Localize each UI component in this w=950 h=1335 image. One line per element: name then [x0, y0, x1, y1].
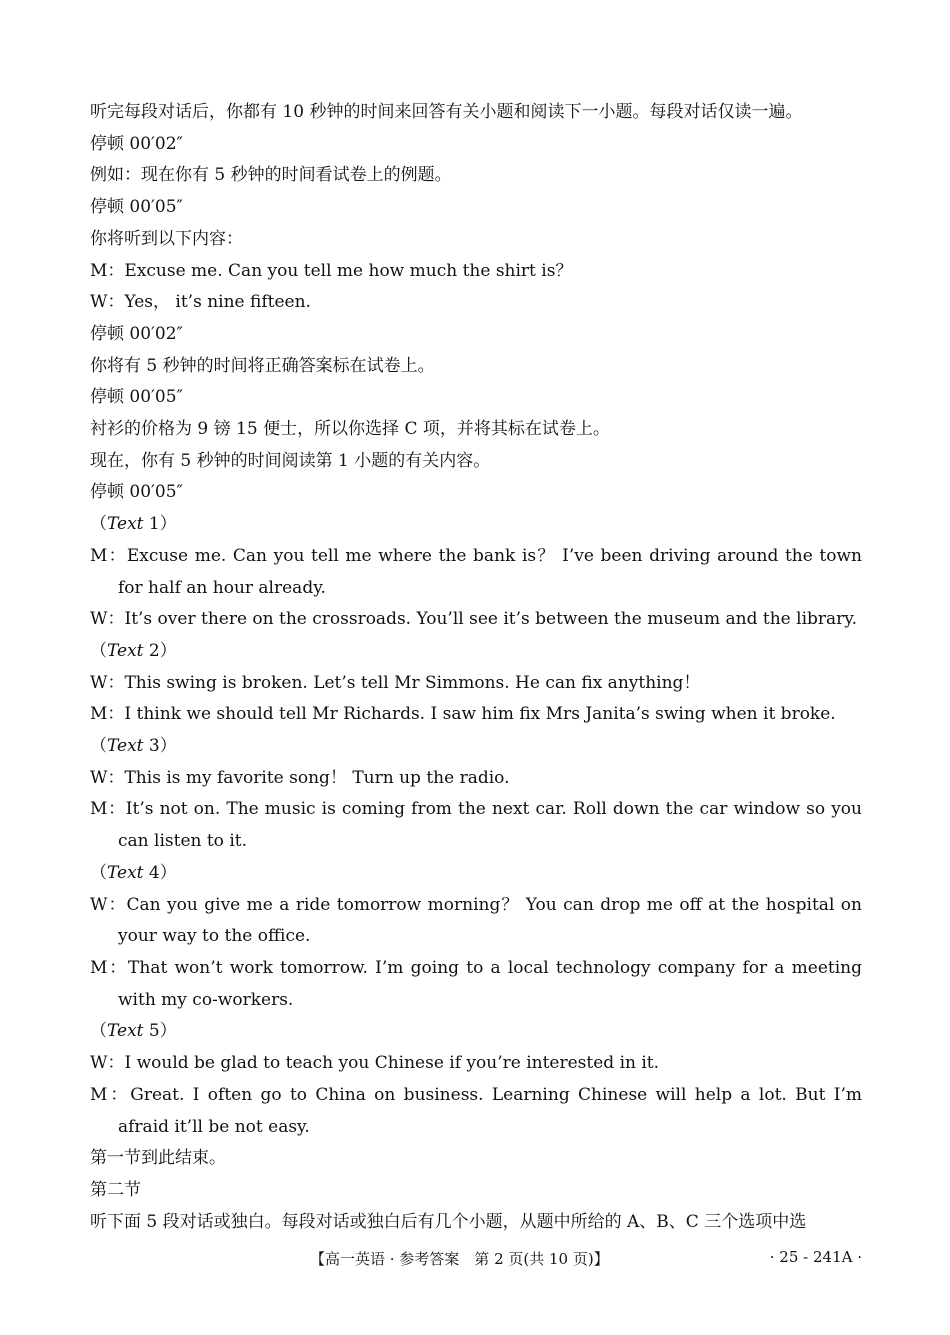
text-label: （Text 4） — [90, 862, 177, 883]
text-label: （Text 3） — [90, 736, 177, 757]
dialogue-line: M：I think we should tell Mr Richards. I saw him fix Mrs Janita’s swing when it broke. — [90, 704, 836, 725]
intro-line: 听完每段对话后，你都有 10 秒钟的时间来回答有关小题和阅读下一小题。每段对话仅读一遍。 — [90, 102, 803, 122]
dialogue-line: M：Great. I often go to China on business. Learning Chinese will help a lot. But I’m afraid it’ll be not easy. — [90, 1084, 862, 1137]
section-two-instruction: 听下面 5 段对话或独白。每段对话或独白后有几个小题，从题中所给的 A、B、C 三个选项中选 — [90, 1211, 807, 1232]
footer-title: 【高一英语 · 参考答案 第 2 页(共 10 页)】 — [310, 1250, 609, 1268]
section-two-heading: 第二节 — [90, 1179, 141, 1200]
pause-line: 停顿 00′02″ — [90, 133, 183, 154]
will-hear-line: 你将听到以下内容： — [90, 228, 243, 249]
pause-line: 停顿 00′05″ — [90, 387, 183, 408]
text-label: （Text 2） — [90, 640, 177, 661]
example-line: 例如：现在你有 5 秒钟的时间看试卷上的例题。 — [90, 165, 452, 186]
dialogue-line: W：I would be glad to teach you Chinese if you’re interested in it. — [90, 1053, 660, 1074]
pause-line: 停顿 00′02″ — [90, 323, 183, 344]
text-label: （Text 5） — [90, 1021, 177, 1042]
pause-line: 停顿 00′05″ — [90, 197, 183, 218]
text-label: （Text 1） — [90, 514, 177, 535]
page-footer — [0, 1248, 950, 1272]
dialogue-line: M：That won’t work tomorrow. I’m going to a local technology company for a meeting with my co-workers. — [90, 957, 862, 1010]
pause-line: 停顿 00′05″ — [90, 482, 183, 503]
mark-answer-line: 你将有 5 秒钟的时间将正确答案标在试卷上。 — [90, 355, 435, 376]
example-dialogue-m: M：Excuse me. Can you tell me how much the shirt is？ — [90, 260, 573, 281]
dialogue-line: M：It’s not on. The music is coming from the next car. Roll down the car window so you can listen to it. — [90, 799, 862, 852]
dialogue-line: W：It’s over there on the crossroads. You’ll see it’s between the museum and the library. — [90, 609, 858, 630]
dialogue-line: W：This swing is broken. Let’s tell Mr Simmons. He can fix anything！ — [90, 672, 701, 693]
section-end-line: 第一节到此结束。 — [90, 1148, 226, 1169]
read-question-line: 现在，你有 5 秒钟的时间阅读第 1 小题的有关内容。 — [90, 450, 491, 471]
dialogue-line: W：This is my favorite song！ Turn up the radio. — [90, 767, 510, 788]
dialogue-line: W：Can you give me a ride tomorrow morning？ You can drop me off at the hospital on your way to the office. — [90, 894, 862, 947]
example-dialogue-w: W：Yes， it’s nine fifteen. — [90, 292, 311, 313]
footer-code: · 25 - 241A · — [769, 1248, 862, 1266]
dialogue-line: M：Excuse me. Can you tell me where the bank is？ I’ve been driving around the town for half an hour already. — [90, 545, 862, 598]
explanation-line: 衬衫的价格为 9 镑 15 便士，所以你选择 C 项，并将其标在试卷上。 — [90, 419, 610, 440]
transcript-body — [90, 97, 862, 1238]
